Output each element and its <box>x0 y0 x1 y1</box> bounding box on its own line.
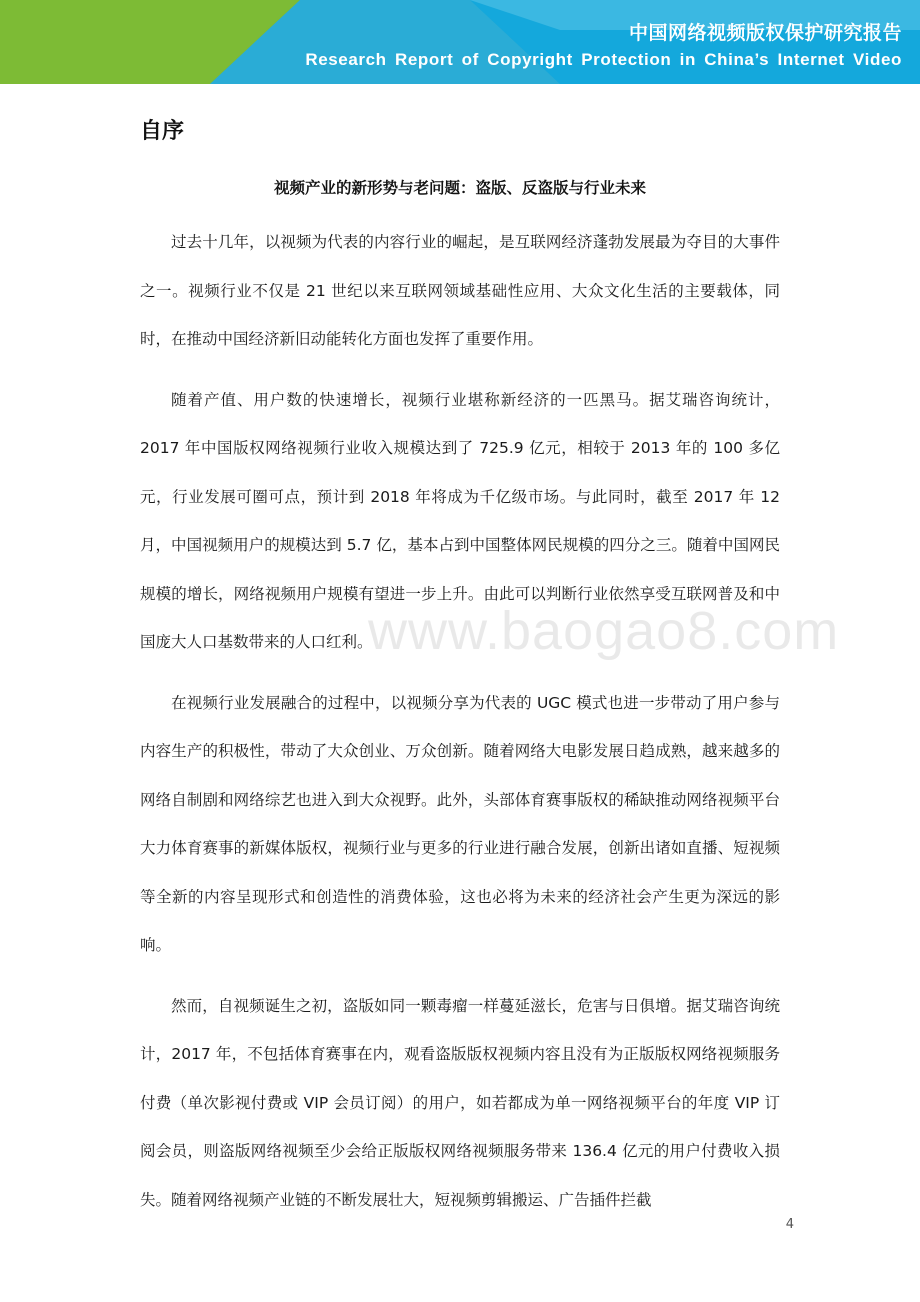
section-title: 自序 <box>140 119 185 144</box>
report-title-english: Research Report of Copyright Protection in China’s Internet Video <box>305 50 902 69</box>
paragraph-4: 然而，自视频诞生之初，盗版如同一颗毒瘤一样蔓延滋长，危害与日俱增。据艾瑞咨询统计，2017 年，不包括体育赛事在内，观看盗版版权视频内容且没有为正版版权网络视频服务付费（单次影视付费或 VIP 会员订阅）的用户，如若都成为单一网络视频平台的年度 VIP 订阅会员，则盗版网络视频至少会给正版版权网络视频服务带来 136.4 亿元的用户付费收入损失。随着网络视频产业链的不断发展壮大，短视频剪辑搬运、广告插件拦截 <box>140 996 780 1209</box>
page-number: 4 <box>785 1217 794 1232</box>
paragraph-3: 在视频行业发展融合的过程中，以视频分享为代表的 UGC 模式也进一步带动了用户参与内容生产的积极性，带动了大众创业、万众创新。随着网络大电影发展日趋成熟，越来越多的网络自制剧和网络综艺也进入到大众视野。此外，头部体育赛事版权的稀缺推动网络视频平台大力体育赛事的新媒体版权，视频行业与更多的行业进行融合发展，创新出诸如直播、短视频等全新的内容呈现形式和创造性的消费体验，这也必将为未来的经济社会产生更为深远的影响。 <box>140 693 780 954</box>
section-subtitle: 视频产业的新形势与老问题：盗版、反盗版与行业未来 <box>273 179 646 197</box>
paragraph-1: 过去十几年，以视频为代表的内容行业的崛起，是互联网经济蓬勃发展最为夺目的大事件之一。视频行业不仅是 21 世纪以来互联网领域基础性应用、大众文化生活的主要载体，同时，在推动中国经济新旧动能转化方面也发挥了重要作用。 <box>140 233 780 348</box>
page-header-banner <box>0 0 920 84</box>
watermark-text: www.baogao8.com <box>368 601 840 661</box>
paragraph-2: 随着产值、用户数的快速增长，视频行业堪称新经济的一匹黑马。据艾瑞咨询统计，2017 年中国版权网络视频行业收入规模达到了 725.9 亿元，相较于 2013 年的 100 多亿元，行业发展可圈可点，预计到 2018 年将成为千亿级市场。与此同时，截至 2017 年 12 月，中国视频用户的规模达到 5.7 亿，基本占到中国整体网民规模的四分之三。随着中国网民规模的增长，网络视频用户规模有望进一步上升。由此可以判断行业依然享受互联网普及和中国庞大人口基数带来的人口红利。 <box>140 390 780 651</box>
body-text <box>140 218 780 1236</box>
report-title-chinese: 中国网络视频版权保护研究报告 <box>628 22 902 44</box>
